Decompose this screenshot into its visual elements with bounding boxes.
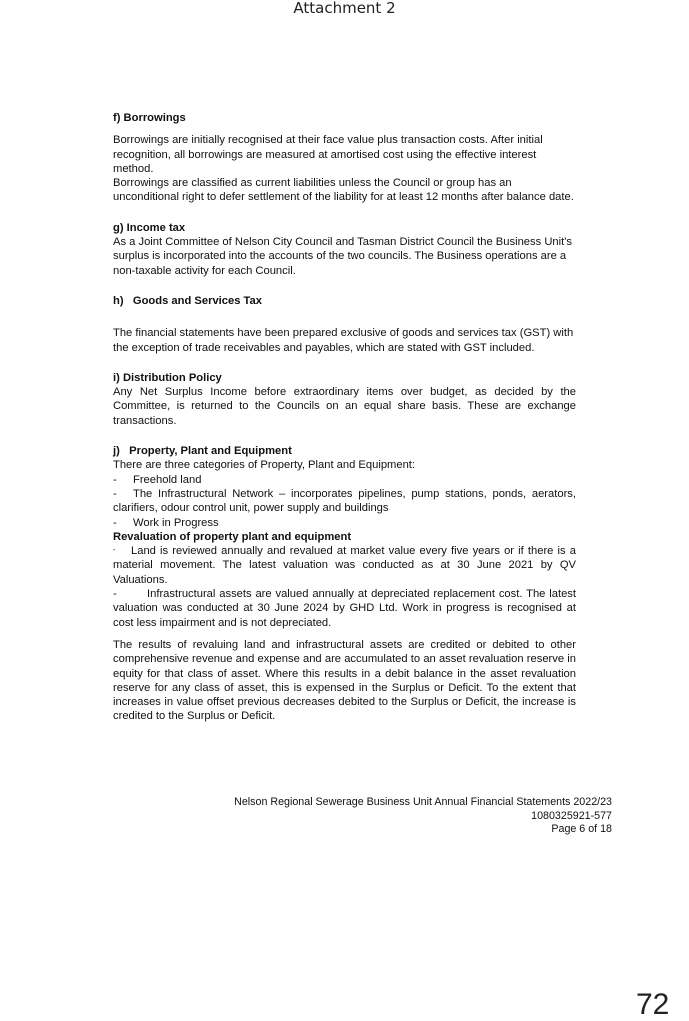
section-title-borrowings: f) Borrowings <box>113 112 186 124</box>
revaluation-results-paragraph: The results of revaluing land and infrastructural assets are credited or debited to other comprehensive revenue and expense and are accumulated to an asset revaluation reserve in equity for that class of asset. Where this results in a debit balance in the asset revaluation reserve for any class of asset, this is expensed in the Surplus or Deficit. To the extent that increases in value offset previous decreases debited to the Surplus or Deficit, the increase is credited to the Surplus or Deficit. <box>113 638 576 723</box>
revaluation-infra-text: Infrastructural assets are valued annually at depreciated replacement cost. The latest valuation was conducted at 30 June 2024 by GHD Ltd. Work in progress is recognised at cost less impairment and is not depreciated. <box>113 588 576 629</box>
list-dash: - <box>113 547 116 555</box>
list-dash: - <box>113 516 117 529</box>
section-title-distribution-policy: i) Distribution Policy <box>113 371 222 384</box>
list-dash: - <box>113 588 117 601</box>
footer-document-id: 1080325921-577 <box>531 809 612 822</box>
document-body <box>113 111 576 724</box>
income-tax-paragraph: As a Joint Committee of Nelson City Council and Tasman District Council the Business Unit's surplus is incorporated into the accounts of the two councils. The Business operations are a non-taxable activity for each Council. <box>113 236 572 277</box>
attachment-header: Attachment 2 <box>293 0 396 17</box>
list-item-text: Freehold land <box>133 473 202 486</box>
distribution-policy-paragraph: Any Net Surplus Income before extraordinary items over budget, as decided by the Committee, is returned to the Councils on an equal share basis. These are exchange transactions. <box>113 386 576 427</box>
list-dash: - <box>113 473 117 486</box>
revaluation-land-paragraph <box>113 544 576 587</box>
revaluation-infra-paragraph <box>113 587 576 630</box>
gst-paragraph: The financial statements have been prepared exclusive of goods and services tax (GST) with the exception of trade receivables and payables, which are stated with GST included. <box>113 327 574 354</box>
page-number: 72 <box>636 988 670 1021</box>
footer-document-title: Nelson Regional Sewerage Business Unit Annual Financial Statements 2022/23 <box>234 796 612 808</box>
list-dash: - <box>113 487 117 500</box>
page-footer <box>234 796 612 837</box>
section-title-ppe: j) Property, Plant and Equipment <box>113 445 292 458</box>
ppe-list-item <box>113 473 576 487</box>
revaluation-land-text: Land is reviewed annually and revalued at market value every five years or if there is a material movement. The latest valuation was conducted as at 30 June 2021 by QV Valuations. <box>113 545 576 586</box>
ppe-list-item <box>113 516 576 530</box>
list-item-text: The Infrastructural Network – incorporates pipelines, pump stations, ponds, aerators, clarifiers, odour control unit, power supply and buildings <box>113 487 576 515</box>
borrowings-paragraph-1: Borrowings are initially recognised at their face value plus transaction costs. After initial recognition, all borrowings are measured at amortised cost using the effective interest method. <box>113 134 543 175</box>
list-item-text: Work in Progress <box>133 516 219 529</box>
borrowings-paragraph-2: Borrowings are classified as current liabilities unless the Council or group has an unconditional right to defer settlement of the liability for at least 12 months after balance date. <box>113 177 574 204</box>
footer-page-count: Page 6 of 18 <box>551 823 612 835</box>
ppe-list-item <box>113 487 576 516</box>
revaluation-title: Revaluation of property plant and equipment <box>113 530 352 543</box>
section-title-income-tax: g) Income tax <box>113 221 186 234</box>
ppe-intro: There are three categories of Property, Plant and Equipment: <box>113 459 416 472</box>
section-title-gst: h) Goods and Services Tax <box>113 294 263 307</box>
